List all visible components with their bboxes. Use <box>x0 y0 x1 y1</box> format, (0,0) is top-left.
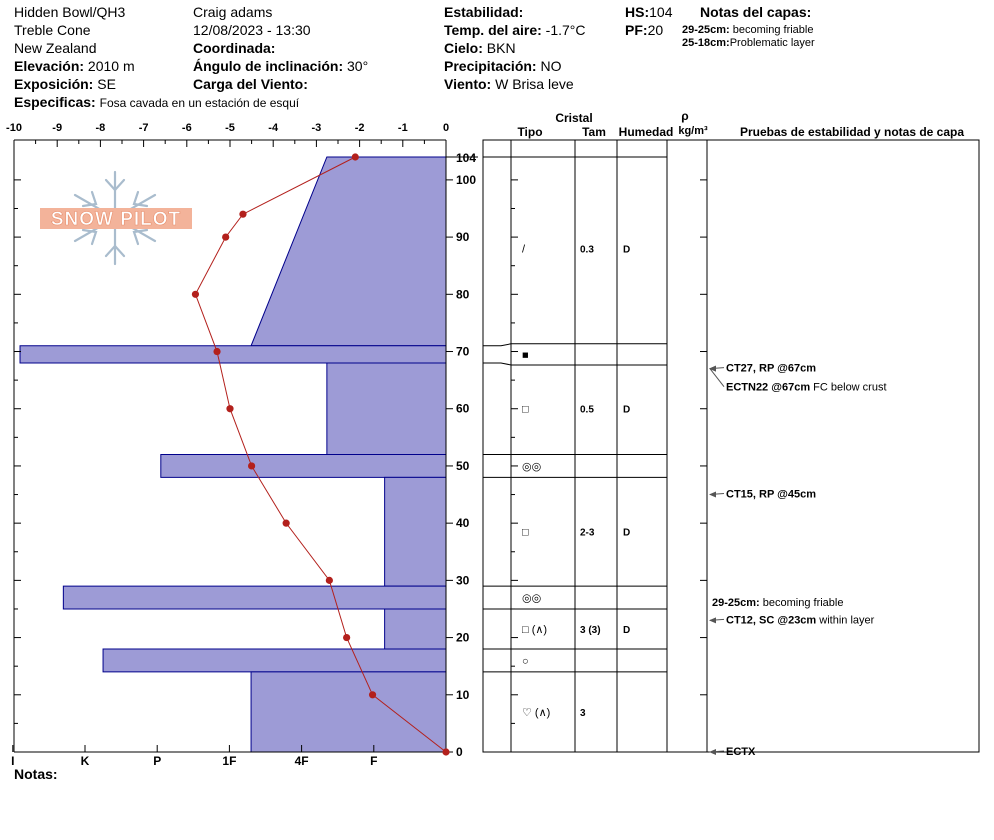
height-tick-label: 60 <box>456 401 470 416</box>
elevation-label: Elevación: <box>14 58 85 74</box>
temperature-point <box>192 291 199 298</box>
arrow-icon <box>709 617 716 623</box>
crystal-type: □ <box>522 403 529 416</box>
stability-test <box>726 614 875 626</box>
crystal-size: 0.5 <box>580 404 594 416</box>
tests-header: Pruebas de estabilidad y notas de capa <box>739 125 965 139</box>
hardness-layer <box>20 346 446 363</box>
crystal-type: □ <box>522 526 529 539</box>
notes-label: Notas: <box>14 766 58 782</box>
height-tick-label: 90 <box>456 230 470 245</box>
temp-tick-label: -1 <box>397 122 408 134</box>
sky-label: Cielo: <box>444 40 483 56</box>
exposure-value: SE <box>97 76 116 92</box>
layer-note-text: becoming friable <box>732 24 814 36</box>
arrow-icon <box>709 366 716 372</box>
moisture-header: Humedad <box>618 125 674 139</box>
crystal-type: ◎◎ <box>522 592 542 605</box>
snow-pilot-logo <box>40 172 192 264</box>
sky-value: BKN <box>486 40 516 56</box>
hardness-layer <box>63 586 446 609</box>
slope-label: Ángulo de inclinación: <box>193 58 344 74</box>
test-label: CT27, RP @67cm <box>726 362 817 375</box>
temperature-point <box>213 348 220 355</box>
temperature-point <box>343 634 350 641</box>
temperature-point <box>283 520 290 527</box>
temp-tick-label: -8 <box>95 122 106 134</box>
logo-text: SNOW PILOT <box>50 209 182 230</box>
temperature-point <box>326 577 333 584</box>
layer-comment-depth: 29-25cm: <box>712 597 760 609</box>
moisture-value: D <box>623 527 631 539</box>
test-pointer <box>710 369 724 387</box>
observer: Craig adams <box>193 4 273 20</box>
wind-value: W Brisa leve <box>495 76 574 92</box>
height-tick-label: 80 <box>456 287 470 302</box>
crystal-type: □ (∧) <box>522 623 548 636</box>
pf-value: 20 <box>647 22 664 38</box>
hardness-layer <box>385 477 446 586</box>
specifics-value: Fosa cavada en un estación de esquí <box>99 96 300 110</box>
hardness-layer <box>161 455 446 478</box>
arrow-icon <box>709 749 716 755</box>
location: Hidden Bowl/QH3 <box>14 4 126 20</box>
hs-tick-label: 104 <box>456 151 477 165</box>
crystal-size: 3 <box>580 707 586 719</box>
crystal-size: 0.3 <box>580 244 594 256</box>
crystal-type: / <box>522 243 526 256</box>
stability-test <box>726 489 816 501</box>
temperature-point <box>442 748 449 755</box>
stability-test <box>726 746 756 758</box>
temperature-point <box>352 153 359 160</box>
temp-tick-label: -9 <box>52 122 63 134</box>
temp-tick-label: -4 <box>268 122 279 134</box>
moisture-value: D <box>623 244 631 256</box>
coord-label: Coordinada: <box>193 40 276 56</box>
hardness-tick-label: F <box>370 754 378 768</box>
crystal-type: ♡ (∧) <box>522 706 551 719</box>
slope-value: 30° <box>347 58 369 74</box>
size-header: Tam <box>582 125 606 139</box>
height-tick-label: 40 <box>456 516 470 531</box>
test-label: ECTN22 @67cm <box>726 381 811 394</box>
hardness-tick-label: 1F <box>222 754 237 768</box>
hardness-layer <box>103 649 446 672</box>
layer-notes-title: Notas del capas: <box>700 4 812 20</box>
hs-value: 104 <box>649 4 673 20</box>
height-tick-label: 70 <box>456 344 470 359</box>
layer-note-depth: 25-18cm: <box>682 37 730 49</box>
precip-value: NO <box>540 58 562 74</box>
elevation-value: 2010 m <box>87 58 135 74</box>
layer-note-text: Problematic layer <box>729 37 815 49</box>
layer-table <box>483 109 979 752</box>
temperature-point <box>248 462 255 469</box>
stability-test <box>726 382 887 394</box>
temp-tick-label: -10 <box>6 122 22 134</box>
hardness-tick-label: 4F <box>294 754 309 768</box>
crystal-header: Cristal <box>555 111 593 125</box>
arrow-icon <box>709 492 716 498</box>
layer-comment <box>712 597 843 609</box>
test-note: within layer <box>816 614 875 627</box>
hardness-layer <box>251 672 446 752</box>
test-label: CT15, RP @45cm <box>726 488 817 501</box>
specifics-label: Especificas: <box>14 94 96 110</box>
hs-label: HS: <box>625 4 650 20</box>
height-tick-label: 0 <box>456 745 463 759</box>
crystal-size: 3 (3) <box>580 624 601 636</box>
hardness-layer <box>327 363 446 455</box>
exposure-label: Exposición: <box>14 76 94 92</box>
table-frame <box>483 140 979 752</box>
stability-label: Estabilidad: <box>444 4 524 20</box>
area: Treble Cone <box>14 22 91 38</box>
air-temp-value: -1.7°C <box>545 22 586 38</box>
density-header: ρ <box>681 109 689 123</box>
datetime: 12/08/2023 - 13:30 <box>193 22 311 38</box>
hardness-profile <box>20 157 446 752</box>
type-header: Tipo <box>517 125 543 139</box>
precip-label: Precipitación: <box>444 58 537 74</box>
hardness-layer <box>385 609 446 649</box>
air-temp-label: Temp. del aire: <box>444 22 542 38</box>
height-tick-label: 10 <box>456 687 470 702</box>
wind-load-label: Carga del Viento: <box>193 76 308 92</box>
wind-label: Viento: <box>444 76 492 92</box>
hardness-tick-label: I <box>11 754 15 768</box>
density-unit: kg/m³ <box>678 125 708 137</box>
layer-comment-text: becoming friable <box>759 597 844 609</box>
temperature-point <box>222 233 229 240</box>
temperature-point <box>226 405 233 412</box>
crystal-type: ■ <box>522 349 529 362</box>
layer-note-depth: 29-25cm: <box>682 24 730 36</box>
moisture-value: D <box>623 404 631 416</box>
temperature-point <box>369 691 376 698</box>
stability-test <box>726 363 816 375</box>
temperature-point <box>239 211 246 218</box>
temp-tick-label: -3 <box>311 122 322 134</box>
temp-tick-label: 0 <box>442 122 450 134</box>
temp-tick-label: -2 <box>354 122 365 134</box>
test-label: ECTX <box>726 746 756 758</box>
crystal-type: ○ <box>522 655 529 668</box>
crystal-type: ◎◎ <box>522 460 542 473</box>
hardness-tick-label: P <box>153 754 162 768</box>
temp-tick-label: -7 <box>138 122 149 134</box>
temp-tick-label: -6 <box>181 122 192 134</box>
hardness-layer <box>251 157 446 346</box>
height-tick-label: 100 <box>456 172 477 187</box>
pf-label: PF: <box>625 22 648 38</box>
test-note: FC below crust <box>810 381 887 394</box>
test-label: CT12, SC @23cm <box>726 614 817 627</box>
height-tick-label: 50 <box>456 458 470 473</box>
layer-details <box>522 244 630 719</box>
temp-tick-label: -5 <box>225 122 235 134</box>
crystal-size: 2-3 <box>580 527 595 539</box>
moisture-value: D <box>623 624 631 636</box>
hardness-tick-label: K <box>80 754 90 768</box>
country: New Zealand <box>14 40 97 56</box>
height-tick-label: 30 <box>456 573 470 588</box>
stability-tests <box>709 363 887 758</box>
height-tick-label: 20 <box>456 630 470 645</box>
temperature-axis <box>6 122 449 147</box>
